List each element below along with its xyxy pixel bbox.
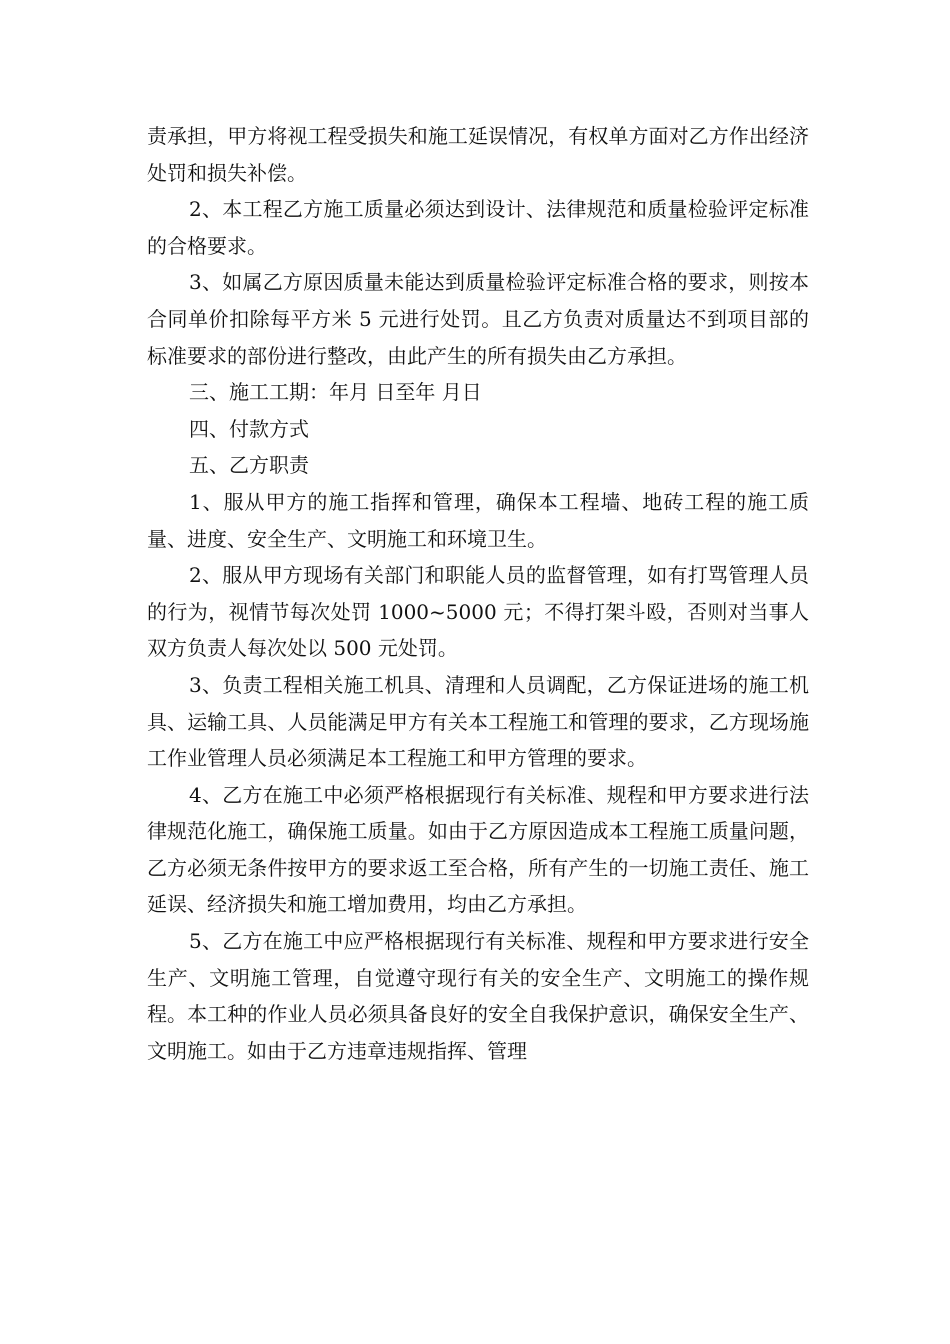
paragraph-10: 4、乙方在施工中必须严格根据现行有关标准、规程和甲方要求进行法律规范化施工，确保施工质量。如由于乙方原因造成本工程施工质量问题，乙方必须无条件按甲方的要求返工至合格，所有产生的一切施工责任、施工延误、经济损失和施工增加费用，均由乙方承担。 [147,782,809,917]
document-body [147,118,809,1069]
paragraph-3: 3、如属乙方原因质量未能达到质量检验评定标准合格的要求，则按本合同单价扣除每平方米 5 元进行处罚。且乙方负责对质量达不到项目部的标准要求的部份进行整改，由此产生的所有损失由乙方承担。 [147,270,809,368]
paragraph-11: 5、乙方在施工中应严格根据现行有关标准、规程和甲方要求进行安全生产、文明施工管理，自觉遵守现行有关的安全生产、文明施工的操作规程。本工种的作业人员必须具备良好的安全自我保护意识，确保安全生产、文明施工。如由于乙方违章违规指挥、管理 [147,929,809,1063]
paragraph-2: 2、本工程乙方施工质量必须达到设计、法律规范和质量检验评定标准的合格要求。 [147,197,809,258]
paragraph-5: 四、付款方式 [189,416,309,441]
paragraph-7: 1、服从甲方的施工指挥和管理，确保本工程墙、地砖工程的施工质量、进度、安全生产、文明施工和环境卫生。 [147,489,809,551]
paragraph-1: 责承担，甲方将视工程受损失和施工延误情况，有权单方面对乙方作出经济处罚和损失补偿。 [147,124,809,185]
paragraph-6: 五、乙方职责 [189,453,309,478]
paragraph-8: 2、服从甲方现场有关部门和职能人员的监督管理，如有打骂管理人员的行为，视情节每次处罚 1000~5000 元；不得打架斗殴，否则对当事人双方负责人每次处以 500 元处罚。 [147,563,809,661]
paragraph-4: 三、施工工期：年月 日至年 月日 [189,380,482,405]
paragraph-9: 3、负责工程相关施工机具、清理和人员调配，乙方保证进场的施工机具、运输工具、人员能满足甲方有关本工程施工和管理的要求，乙方现场施工作业管理人员必须满足本工程施工和甲方管理的要求。 [147,672,809,771]
